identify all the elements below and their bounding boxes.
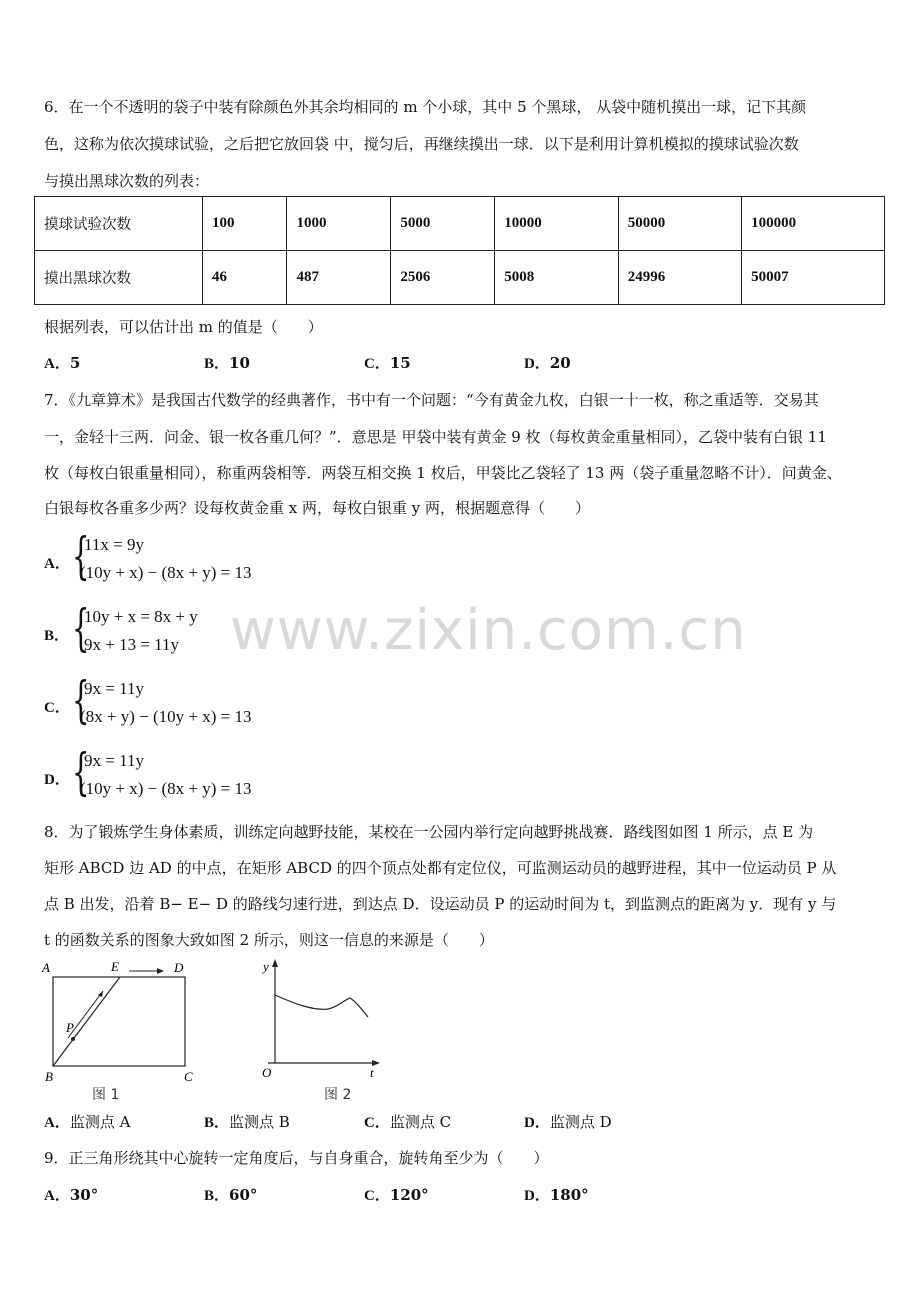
table-row — [35, 197, 885, 251]
q8-stem-line-3: 点 B 出发，沿着 B− E− D 的路线匀速行进，到达点 D．设运动员 P 的运动时间为 t，到监测点的距离为 y．现有 y 与 — [44, 895, 837, 913]
label-d: D — [174, 960, 184, 975]
label-t: t — [370, 1065, 374, 1080]
q8-stem-line-4: t 的函数关系的图象大致如图 2 所示，则这一信息的来源是（ ） — [44, 931, 494, 949]
equation-2: (10y + x) − (8x + y) = 13 — [80, 563, 252, 582]
option-label: C． — [44, 700, 70, 716]
equation-2: (8x + y) − (10y + x) = 13 — [80, 707, 252, 726]
q6-stem-line-3: 与摸出黑球次数的列表： — [44, 172, 210, 190]
q9-option-a[interactable] — [44, 1184, 98, 1205]
option-text: 180° — [549, 1186, 589, 1204]
option-text: 120° — [389, 1186, 429, 1204]
option-label: D． — [44, 772, 70, 788]
table-cell: 2506 — [391, 251, 495, 305]
brace-icon: { — [72, 599, 90, 657]
equation-1: 9x = 11y — [84, 751, 144, 770]
option-label: A． — [44, 1188, 70, 1204]
q8-option-a[interactable] — [44, 1111, 130, 1132]
q8-option-c[interactable] — [364, 1111, 451, 1132]
arrow-ed-head — [157, 968, 164, 974]
equation-1: 11x = 9y — [84, 535, 144, 554]
table-cell: 100 — [203, 197, 287, 251]
option-label: A． — [44, 1115, 70, 1131]
figure-1-rectangle-route — [38, 955, 210, 1105]
option-label: A． — [44, 356, 70, 372]
option-text: 30° — [69, 1186, 99, 1204]
equation-2: (10y + x) − (8x + y) = 13 — [80, 779, 252, 798]
q8-option-b[interactable] — [204, 1111, 290, 1132]
q6-ask: 根据列表，可以估计出 m 的值是（ ） — [44, 318, 323, 336]
option-text: 5 — [69, 354, 81, 372]
option-label: D． — [524, 1115, 550, 1131]
table-cell: 46 — [203, 251, 287, 305]
option-text: 监测点 A — [69, 1113, 131, 1131]
q6-data-table — [34, 196, 885, 305]
figure-2-caption: 图 2 — [324, 1087, 352, 1103]
brace-icon: { — [72, 671, 90, 729]
option-label: B． — [204, 356, 230, 372]
brace-icon: { — [72, 527, 90, 585]
q6-option-d[interactable] — [524, 352, 571, 373]
point-p — [71, 1037, 75, 1041]
table-cell: 5008 — [495, 251, 618, 305]
q7-stem-line-4: 白银每枚各重多少两？设每枚黄金重 x 两，每枚白银重 y 两，根据题意得（ ） — [44, 499, 591, 517]
table-cell: 50007 — [742, 251, 885, 305]
option-text: 15 — [389, 354, 411, 372]
figure-1-caption: 图 1 — [92, 1087, 120, 1103]
table-cell: 50000 — [618, 197, 741, 251]
option-text: 监测点 C — [389, 1113, 452, 1131]
q9-option-c[interactable] — [364, 1184, 429, 1205]
q7-stem-line-1: 7．《九章算术》是我国古代数学的经典著作，书中有一个问题：“今有黄金九枚，白银一十一枚，称之重适等．交易其 — [44, 391, 819, 409]
q9-option-d[interactable] — [524, 1184, 589, 1205]
table-cell: 100000 — [742, 197, 885, 251]
label-o: O — [262, 1065, 272, 1080]
q6-option-a[interactable] — [44, 352, 80, 373]
option-text: 20 — [549, 354, 571, 372]
table-cell: 摸球试验次数 — [35, 197, 203, 251]
option-label: D． — [524, 1188, 550, 1204]
option-label: D． — [524, 356, 550, 372]
q6-option-b[interactable] — [204, 352, 250, 373]
equation-2: 9x + 13 = 11y — [84, 635, 180, 654]
q8-stem-line-1: 8．为了锻炼学生身体素质，训练定向越野技能，某校在一公园内举行定向越野挑战赛．路线图如图 1 所示，点 E 为 — [44, 823, 814, 841]
label-c: C — [184, 1069, 193, 1084]
label-e: E — [111, 959, 119, 974]
label-p: P — [66, 1020, 74, 1035]
q8-option-d[interactable] — [524, 1111, 612, 1132]
table-cell: 摸出黑球次数 — [35, 251, 203, 305]
label-a: A — [42, 960, 50, 975]
option-label: C． — [364, 356, 390, 372]
table-cell: 24996 — [618, 251, 741, 305]
curve-y-of-t — [275, 995, 368, 1017]
option-label: B． — [204, 1188, 230, 1204]
q8-stem-line-2: 矩形 ABCD 边 AD 的中点，在矩形 ABCD 的四个顶点处都有定位仪，可监测运动员的越野进程，其中一位运动员 P 从 — [44, 859, 837, 877]
table-cell: 1000 — [287, 197, 391, 251]
q6-option-c[interactable] — [364, 352, 411, 373]
option-text: 10 — [229, 354, 250, 372]
segment-be — [53, 977, 120, 1066]
equation-1: 9x = 11y — [84, 679, 144, 698]
q6-stem-line-2: 色，这称为依次摸球试验，之后把它放回袋 中，搅匀后，再继续摸出一球．以下是利用计算机模拟的摸球试验次数 — [44, 135, 799, 153]
table-cell: 10000 — [495, 197, 618, 251]
q9-stem: 9．正三角形绕其中心旋转一定角度后，与自身重合，旋转角至少为（ ） — [44, 1149, 549, 1167]
option-label: A． — [44, 556, 70, 572]
label-b: B — [45, 1069, 53, 1084]
option-label: C． — [364, 1115, 390, 1131]
label-y: y — [263, 959, 269, 974]
brace-icon: { — [72, 743, 90, 801]
table-row — [35, 251, 885, 305]
q7-stem-line-2: 一，金轻十三两．问金、银一枚各重几何？”．意思是 甲袋中装有黄金 9 枚（每枚黄金重量相同），乙袋中装有白银 11 — [44, 428, 827, 446]
y-axis-arrow — [272, 959, 278, 967]
table-cell: 487 — [287, 251, 391, 305]
option-label: C． — [364, 1188, 390, 1204]
watermark: www.zixin.com.cn — [230, 598, 747, 663]
option-text: 监测点 B — [229, 1113, 290, 1131]
figure-2-graph — [258, 955, 388, 1105]
table-cell: 5000 — [391, 197, 495, 251]
equation-1: 10y + x = 8x + y — [84, 607, 198, 626]
option-label: B． — [44, 628, 70, 644]
option-label: B． — [204, 1115, 230, 1131]
q7-stem-line-3: 枚（每枚白银重量相同），称重两袋相等．两袋互相交换 1 枚后，甲袋比乙袋轻了 13 两（袋子重量忽略不计）．问黄金、 — [44, 464, 842, 482]
option-text: 监测点 D — [549, 1113, 612, 1131]
option-text: 60° — [229, 1186, 258, 1204]
q9-option-b[interactable] — [204, 1184, 257, 1205]
q6-stem-line-1: 6．在一个不透明的袋子中装有除颜色外其余均相同的 m 个小球，其中 5 个黑球， 从袋中随机摸出一球，记下其颜 — [44, 98, 807, 116]
